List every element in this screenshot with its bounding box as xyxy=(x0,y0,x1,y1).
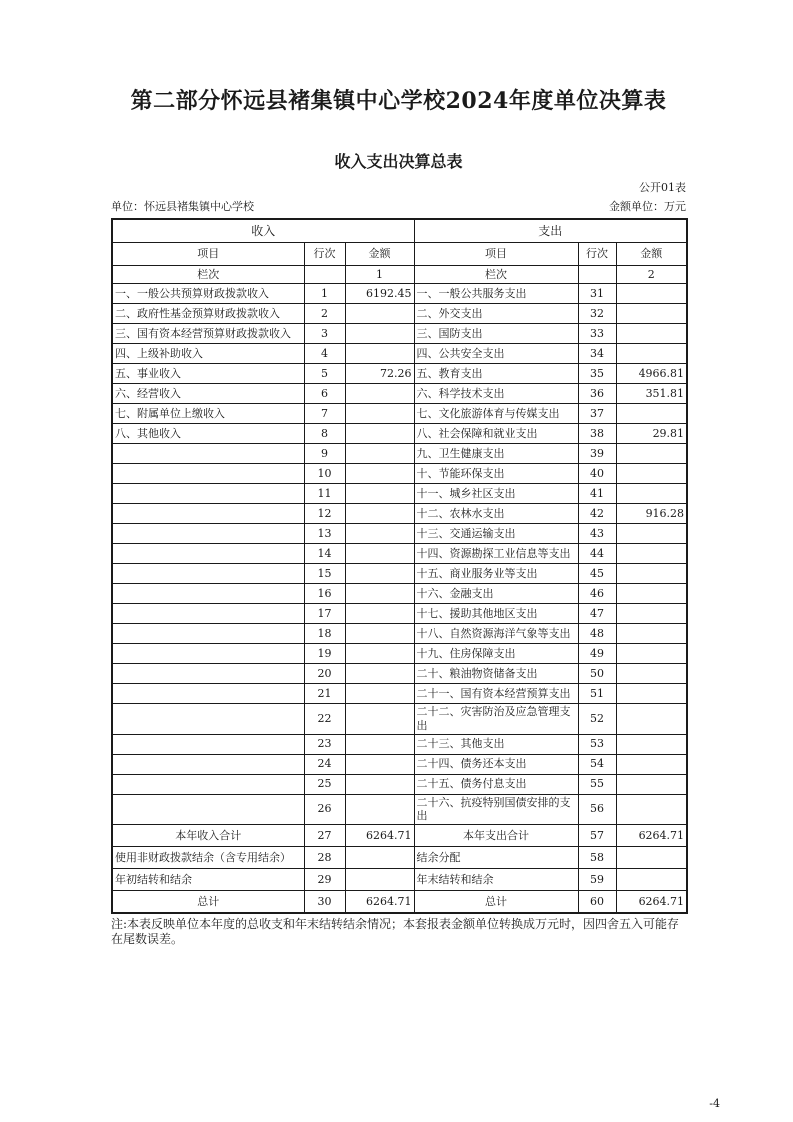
expense-line-cell: 43 xyxy=(578,524,616,544)
expense-amount-cell xyxy=(616,444,687,464)
expense-line-index-cell xyxy=(578,266,616,284)
table-row xyxy=(112,364,687,384)
table-row xyxy=(112,344,687,364)
income-amount-cell xyxy=(345,424,414,444)
income-amount-cell xyxy=(345,404,414,424)
table-row xyxy=(112,869,687,891)
income-amount-cell: 6264.71 xyxy=(345,891,414,914)
column-index-row xyxy=(112,266,687,284)
expense-item-cell: 二十一、国有资本经营预算支出 xyxy=(414,684,578,704)
expense-amount-column-header: 金额 xyxy=(616,243,687,266)
income-line-cell: 26 xyxy=(304,794,345,825)
expense-amount-cell xyxy=(616,564,687,584)
table-row xyxy=(112,304,687,324)
income-amount-cell xyxy=(345,344,414,364)
expense-item-cell: 六、科学技术支出 xyxy=(414,384,578,404)
income-amount-cell xyxy=(345,384,414,404)
expense-line-cell: 42 xyxy=(578,504,616,524)
income-line-cell: 1 xyxy=(304,284,345,304)
income-item-cell xyxy=(112,464,304,484)
expense-line-cell: 55 xyxy=(578,774,616,794)
income-item-cell: 七、附属单位上缴收入 xyxy=(112,404,304,424)
income-amount-cell xyxy=(345,754,414,774)
expense-item-cell: 八、社会保障和就业支出 xyxy=(414,424,578,444)
table-row xyxy=(112,544,687,564)
expense-item-cell: 十、节能环保支出 xyxy=(414,464,578,484)
income-line-cell: 15 xyxy=(304,564,345,584)
expense-item-cell: 十八、自然资源海洋气象等支出 xyxy=(414,624,578,644)
income-item-cell xyxy=(112,794,304,825)
income-line-cell: 13 xyxy=(304,524,345,544)
document-content xyxy=(111,0,686,948)
expense-amount-cell xyxy=(616,544,687,564)
expense-item-cell: 七、文化旅游体育与传媒支出 xyxy=(414,404,578,424)
expense-amount-cell xyxy=(616,664,687,684)
expense-item-cell: 本年支出合计 xyxy=(414,825,578,847)
income-amount-cell xyxy=(345,444,414,464)
expense-item-cell: 一、一般公共服务支出 xyxy=(414,284,578,304)
table-row xyxy=(112,754,687,774)
expense-item-cell: 二十四、债务还本支出 xyxy=(414,754,578,774)
income-item-cell xyxy=(112,704,304,735)
expense-line-cell: 51 xyxy=(578,684,616,704)
expense-amount-cell xyxy=(616,734,687,754)
income-item-cell xyxy=(112,584,304,604)
table-row xyxy=(112,891,687,914)
expense-amount-cell xyxy=(616,404,687,424)
income-item-cell xyxy=(112,564,304,584)
income-amount-cell xyxy=(345,704,414,735)
income-amount-cell xyxy=(345,324,414,344)
unit-name-label: 单位：怀远县褚集镇中心学校 xyxy=(111,200,254,213)
expense-amount-cell: 351.81 xyxy=(616,384,687,404)
table-row xyxy=(112,664,687,684)
page-number: -4 xyxy=(709,1097,720,1110)
income-item-cell: 三、国有资本经营预算财政拨款收入 xyxy=(112,324,304,344)
table-row xyxy=(112,704,687,735)
table-row xyxy=(112,584,687,604)
table-row xyxy=(112,464,687,484)
income-line-cell: 18 xyxy=(304,624,345,644)
table-row xyxy=(112,847,687,869)
expense-item-cell: 三、国防支出 xyxy=(414,324,578,344)
expense-amount-cell xyxy=(616,869,687,891)
table-row xyxy=(112,604,687,624)
income-amount-cell xyxy=(345,684,414,704)
expense-item-cell: 结余分配 xyxy=(414,847,578,869)
expense-item-cell: 二十、粮油物资储备支出 xyxy=(414,664,578,684)
income-line-cell: 25 xyxy=(304,774,345,794)
expense-amount-cell xyxy=(616,344,687,364)
income-line-cell: 22 xyxy=(304,704,345,735)
income-amount-cell xyxy=(345,544,414,564)
expense-line-cell: 56 xyxy=(578,794,616,825)
income-item-cell: 总计 xyxy=(112,891,304,914)
income-item-cell xyxy=(112,484,304,504)
income-line-cell: 19 xyxy=(304,644,345,664)
income-item-cell xyxy=(112,524,304,544)
expense-amount-cell xyxy=(616,304,687,324)
expense-amount-cell xyxy=(616,324,687,344)
expense-item-cell: 年末结转和结余 xyxy=(414,869,578,891)
expense-line-cell: 53 xyxy=(578,734,616,754)
income-amount-column-header: 金额 xyxy=(345,243,414,266)
income-amount-cell xyxy=(345,869,414,891)
income-item-cell: 一、一般公共预算财政拨款收入 xyxy=(112,284,304,304)
income-line-cell: 28 xyxy=(304,847,345,869)
expense-amount-cell xyxy=(616,704,687,735)
income-item-cell xyxy=(112,444,304,464)
income-item-cell: 本年收入合计 xyxy=(112,825,304,847)
expense-column-index-label: 栏次 xyxy=(414,266,578,284)
income-column-index-label: 栏次 xyxy=(112,266,304,284)
expense-item-cell: 九、卫生健康支出 xyxy=(414,444,578,464)
table-row xyxy=(112,644,687,664)
income-item-cell: 年初结转和结余 xyxy=(112,869,304,891)
expense-line-cell: 58 xyxy=(578,847,616,869)
income-line-cell: 20 xyxy=(304,664,345,684)
table-row xyxy=(112,794,687,825)
expense-item-cell: 五、教育支出 xyxy=(414,364,578,384)
expense-line-cell: 36 xyxy=(578,384,616,404)
table-row xyxy=(112,774,687,794)
income-item-cell xyxy=(112,774,304,794)
expense-line-cell: 38 xyxy=(578,424,616,444)
income-item-cell: 八、其他收入 xyxy=(112,424,304,444)
column-header-row xyxy=(112,243,687,266)
expense-line-cell: 40 xyxy=(578,464,616,484)
expense-item-cell: 十一、城乡社区支出 xyxy=(414,484,578,504)
income-item-cell xyxy=(112,664,304,684)
expense-line-cell: 44 xyxy=(578,544,616,564)
expense-line-cell: 52 xyxy=(578,704,616,735)
expense-item-cell: 十二、农林水支出 xyxy=(414,504,578,524)
table-row xyxy=(112,444,687,464)
income-line-cell: 4 xyxy=(304,344,345,364)
income-amount-cell xyxy=(345,584,414,604)
table-row xyxy=(112,684,687,704)
expense-line-cell: 60 xyxy=(578,891,616,914)
form-code-label: 公开01表 xyxy=(639,181,686,194)
income-line-cell: 29 xyxy=(304,869,345,891)
expense-item-cell: 十四、资源勘探工业信息等支出 xyxy=(414,544,578,564)
expense-amount-cell xyxy=(616,464,687,484)
table-row xyxy=(112,825,687,847)
expense-line-cell: 46 xyxy=(578,584,616,604)
income-amount-cell xyxy=(345,524,414,544)
expense-item-cell: 二、外交支出 xyxy=(414,304,578,324)
expense-section-header: 支出 xyxy=(414,219,687,243)
income-item-cell xyxy=(112,684,304,704)
expense-line-cell: 41 xyxy=(578,484,616,504)
income-amount-cell: 6192.45 xyxy=(345,284,414,304)
income-item-cell xyxy=(112,734,304,754)
income-line-cell: 9 xyxy=(304,444,345,464)
expense-line-cell: 37 xyxy=(578,404,616,424)
expense-amount-cell xyxy=(616,604,687,624)
expense-amount-cell: 916.28 xyxy=(616,504,687,524)
income-item-cell: 五、事业收入 xyxy=(112,364,304,384)
income-line-cell: 3 xyxy=(304,324,345,344)
expense-line-cell: 47 xyxy=(578,604,616,624)
income-item-cell: 四、上级补助收入 xyxy=(112,344,304,364)
income-item-cell: 六、经营收入 xyxy=(112,384,304,404)
expense-line-cell: 34 xyxy=(578,344,616,364)
income-amount-cell xyxy=(345,484,414,504)
income-line-cell: 5 xyxy=(304,364,345,384)
expense-item-cell: 十三、交通运输支出 xyxy=(414,524,578,544)
expense-amount-cell xyxy=(616,684,687,704)
table-row xyxy=(112,424,687,444)
income-line-cell: 23 xyxy=(304,734,345,754)
expense-amount-cell: 6264.71 xyxy=(616,825,687,847)
expense-item-cell: 二十五、债务付息支出 xyxy=(414,774,578,794)
income-line-column-header: 行次 xyxy=(304,243,345,266)
income-section-header: 收入 xyxy=(112,219,414,243)
expense-item-cell: 二十三、其他支出 xyxy=(414,734,578,754)
income-item-cell xyxy=(112,754,304,774)
expense-amount-cell xyxy=(616,794,687,825)
income-line-cell: 14 xyxy=(304,544,345,564)
income-amount-cell xyxy=(345,624,414,644)
table-row xyxy=(112,284,687,304)
expense-item-cell: 十七、援助其他地区支出 xyxy=(414,604,578,624)
expense-amount-cell xyxy=(616,284,687,304)
income-line-cell: 6 xyxy=(304,384,345,404)
expense-amount-cell: 29.81 xyxy=(616,424,687,444)
income-line-cell: 10 xyxy=(304,464,345,484)
expense-amount-cell xyxy=(616,624,687,644)
income-expense-table xyxy=(111,218,688,914)
income-line-cell: 16 xyxy=(304,584,345,604)
table-row xyxy=(112,624,687,644)
expense-amount-cell: 6264.71 xyxy=(616,891,687,914)
income-amount-cell xyxy=(345,664,414,684)
income-line-cell: 7 xyxy=(304,404,345,424)
table-row xyxy=(112,484,687,504)
expense-line-cell: 45 xyxy=(578,564,616,584)
expense-line-cell: 49 xyxy=(578,644,616,664)
expense-item-cell: 二十二、灾害防治及应急管理支出 xyxy=(414,704,578,735)
income-item-cell xyxy=(112,604,304,624)
table-row xyxy=(112,564,687,584)
expense-amount-cell xyxy=(616,644,687,664)
expense-item-cell: 四、公共安全支出 xyxy=(414,344,578,364)
section-header-row xyxy=(112,219,687,243)
income-line-cell: 12 xyxy=(304,504,345,524)
expense-amount-index-cell: 2 xyxy=(616,266,687,284)
income-line-cell: 17 xyxy=(304,604,345,624)
income-item-cell xyxy=(112,504,304,524)
expense-amount-cell xyxy=(616,524,687,544)
table-row xyxy=(112,734,687,754)
expense-line-cell: 32 xyxy=(578,304,616,324)
income-amount-cell xyxy=(345,774,414,794)
income-amount-cell xyxy=(345,644,414,664)
income-line-cell: 27 xyxy=(304,825,345,847)
expense-line-cell: 57 xyxy=(578,825,616,847)
income-amount-cell xyxy=(345,734,414,754)
expense-line-cell: 33 xyxy=(578,324,616,344)
income-line-cell: 30 xyxy=(304,891,345,914)
income-amount-cell xyxy=(345,794,414,825)
expense-item-cell: 总计 xyxy=(414,891,578,914)
income-line-cell: 2 xyxy=(304,304,345,324)
income-item-cell: 使用非财政拨款结余（含专用结余） xyxy=(112,847,304,869)
table-row xyxy=(112,404,687,424)
income-amount-cell xyxy=(345,604,414,624)
income-item-cell xyxy=(112,644,304,664)
income-item-cell: 二、政府性基金预算财政拨款收入 xyxy=(112,304,304,324)
expense-item-column-header: 项目 xyxy=(414,243,578,266)
expense-amount-cell: 4966.81 xyxy=(616,364,687,384)
income-line-index-cell xyxy=(304,266,345,284)
income-amount-index-cell: 1 xyxy=(345,266,414,284)
table-footnote: 注:本表反映单位本年度的总收支和年末结转结余情况；本套报表金额单位转换成万元时，因四舍五入可能存在尾数误差。 xyxy=(111,917,680,947)
expense-amount-cell xyxy=(616,847,687,869)
income-amount-cell: 6264.71 xyxy=(345,825,414,847)
income-line-cell: 11 xyxy=(304,484,345,504)
amount-unit-label: 金额单位：万元 xyxy=(609,200,686,213)
table-row xyxy=(112,384,687,404)
income-item-column-header: 项目 xyxy=(112,243,304,266)
expense-line-cell: 31 xyxy=(578,284,616,304)
expense-amount-cell xyxy=(616,584,687,604)
expense-item-cell: 十九、住房保障支出 xyxy=(414,644,578,664)
expense-item-cell: 十五、商业服务业等支出 xyxy=(414,564,578,584)
expense-line-cell: 39 xyxy=(578,444,616,464)
page-title: 第二部分怀远县褚集镇中心学校2024年度单位决算表 xyxy=(130,88,667,114)
income-amount-cell xyxy=(345,504,414,524)
income-item-cell xyxy=(112,544,304,564)
expense-amount-cell xyxy=(616,774,687,794)
table-row xyxy=(112,504,687,524)
expense-amount-cell xyxy=(616,754,687,774)
unit-info-line xyxy=(111,198,686,214)
expense-line-cell: 59 xyxy=(578,869,616,891)
income-amount-cell xyxy=(345,564,414,584)
income-line-cell: 8 xyxy=(304,424,345,444)
table-title: 收入支出决算总表 xyxy=(334,152,463,171)
expense-line-cell: 50 xyxy=(578,664,616,684)
expense-item-cell: 二十六、抗疫特别国债安排的支出 xyxy=(414,794,578,825)
expense-line-column-header: 行次 xyxy=(578,243,616,266)
income-amount-cell xyxy=(345,464,414,484)
expense-line-cell: 35 xyxy=(578,364,616,384)
income-amount-cell xyxy=(345,847,414,869)
income-amount-cell xyxy=(345,304,414,324)
expense-line-cell: 48 xyxy=(578,624,616,644)
expense-amount-cell xyxy=(616,484,687,504)
table-row xyxy=(112,324,687,344)
expense-line-cell: 54 xyxy=(578,754,616,774)
income-amount-cell: 72.26 xyxy=(345,364,414,384)
expense-item-cell: 十六、金融支出 xyxy=(414,584,578,604)
table-row xyxy=(112,524,687,544)
income-item-cell xyxy=(112,624,304,644)
income-line-cell: 24 xyxy=(304,754,345,774)
income-line-cell: 21 xyxy=(304,684,345,704)
